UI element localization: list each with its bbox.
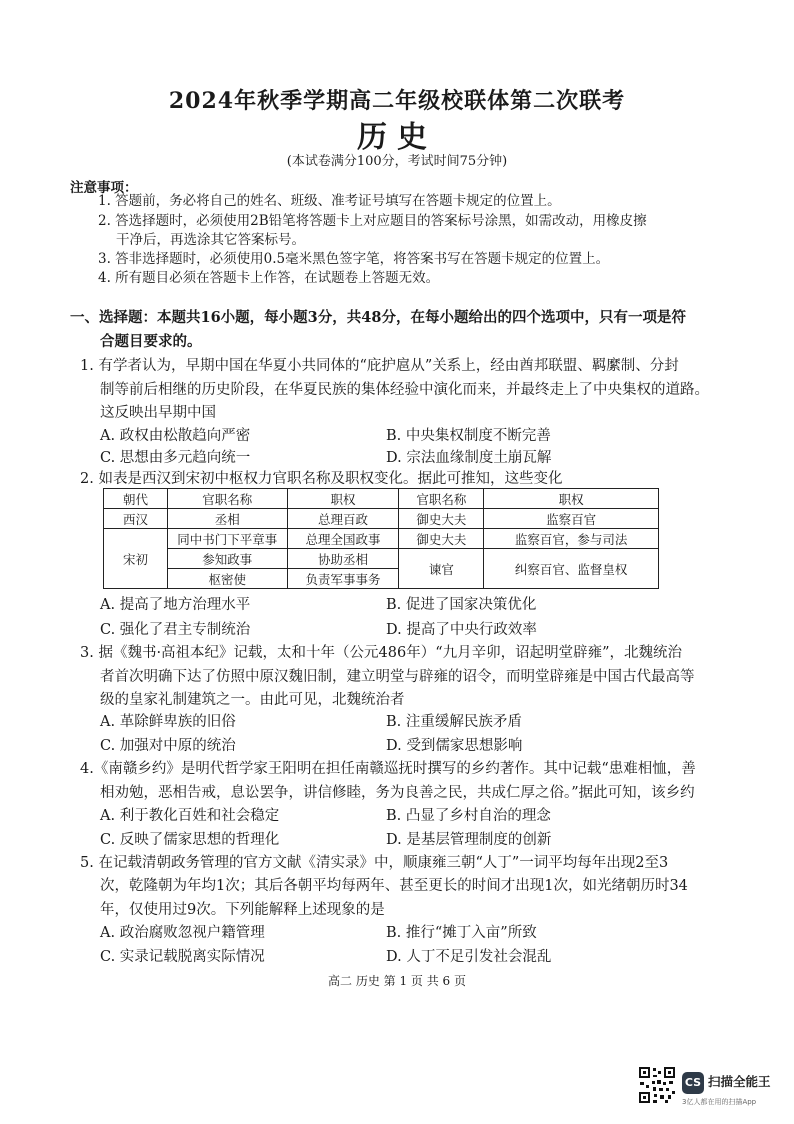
q5-stem-3: 年，仅使用过9次。下列能解释上述现象的是 <box>100 902 385 918</box>
qr-code-icon <box>638 1066 676 1104</box>
q3-stem-1: 3. 据《魏书·高祖本纪》记载，太和十年（公元486年）“九月辛卯，诏起明堂辟雍”，北魏统治 <box>80 645 683 661</box>
table-cell: 谏官 <box>399 549 484 589</box>
section-heading-cont: 合题目要求的。 <box>100 333 202 350</box>
table-row <box>104 509 659 529</box>
table-header: 朝代 <box>104 489 168 509</box>
camscanner-tagline: 3亿人都在用的扫描App <box>682 1098 757 1106</box>
camscanner-name: 扫描全能王 <box>708 1074 771 1089</box>
notice-item-2-cont: 干净后，再选涂其它答案标号。 <box>116 232 305 248</box>
q2-option-b[interactable]: B. 促进了国家决策优化 <box>386 597 537 613</box>
q1-option-a[interactable]: A. 政权由松散趋向严密 <box>100 428 251 444</box>
q1-option-b[interactable]: B. 中央集权制度不断完善 <box>386 428 551 444</box>
table-cell: 宋初 <box>104 529 168 589</box>
table-cell: 御史大夫 <box>399 529 484 549</box>
q5-stem-2: 次，乾隆朝为年均1次；其后各朝平均每两年、甚至更长的时间才出现1次，如光绪朝历时34 <box>100 878 688 894</box>
q1-stem-2: 制等前后相继的历史阶段，在华夏民族的集体经验中演化而来，并最终走上了中央集权的道路。 <box>100 382 709 398</box>
exam-subject: 历史 <box>357 120 437 155</box>
q4-stem-2: 相劝勉，恶相告戒，息讼罢争，讲信修睦，务为良善之民，共成仁厚之俗。”据此可知，该乡约 <box>100 785 695 801</box>
q3-stem-2: 者首次明确下达了仿照中原汉魏旧制，建立明堂与辟雍的诏令，而明堂辟雍是中国古代最高等 <box>100 669 695 685</box>
table-cell: 负责军事事务 <box>287 569 399 589</box>
camscanner-logo: CS <box>682 1072 704 1094</box>
table-header-row <box>104 489 659 509</box>
q1-stem-3: 这反映出早期中国 <box>100 405 216 421</box>
table-cell: 西汉 <box>104 509 168 529</box>
section-heading: 一、选择题：本题共16小题，每小题3分，共48分，在每小题给出的四个选项中，只有一项是符 <box>70 309 686 326</box>
notice-heading: 注意事项： <box>70 180 138 196</box>
notice-item-4: 4. 所有题目必须在答题卡上作答，在试题卷上答题无效。 <box>98 270 440 286</box>
q5-option-d[interactable]: D. 人丁不足引发社会混乱 <box>386 949 552 965</box>
table-header: 职权 <box>484 489 659 509</box>
table-header: 职权 <box>287 489 399 509</box>
q2-stem-1: 2. 如表是西汉到宋初中枢权力官职名称及职权变化。据此可推知，这些变化 <box>80 471 563 487</box>
q2-option-a[interactable]: A. 提高了地方治理水平 <box>100 597 251 613</box>
table-cell: 监察百官，参与司法 <box>484 529 659 549</box>
table-header: 官职名称 <box>399 489 484 509</box>
notice-item-3: 3. 答非选择题时，必须使用0.5毫米黑色签字笔，将答案书写在答题卡规定的位置上。 <box>98 251 610 267</box>
exam-title: 2024年秋季学期高二年级校联体第二次联考 <box>168 88 626 114</box>
q4-option-a[interactable]: A. 利于教化百姓和社会稳定 <box>100 808 280 824</box>
q5-stem-1: 5. 在记载清朝政务管理的官方文献《清实录》中，顺康雍三朝“人丁”一词平均每年出现2至3 <box>80 855 669 871</box>
q5-option-b[interactable]: B. 推行“摊丁入亩”所致 <box>386 925 537 941</box>
q3-option-a[interactable]: A. 革除鲜卑族的旧俗 <box>100 714 236 730</box>
office-table <box>103 488 659 589</box>
q3-option-d[interactable]: D. 受到儒家思想影响 <box>386 738 523 754</box>
q1-option-c[interactable]: C. 思想由多元趋向统一 <box>100 450 251 466</box>
q5-option-c[interactable]: C. 实录记载脱离实际情况 <box>100 949 265 965</box>
q4-option-c[interactable]: C. 反映了儒家思想的哲理化 <box>100 832 280 848</box>
table-cell: 御史大夫 <box>399 509 484 529</box>
table-cell: 总理百政 <box>287 509 399 529</box>
notice-item-1: 1. 答题前，务必将自己的姓名、班级、准考证号填写在答题卡规定的位置上。 <box>98 193 561 209</box>
table-cell: 同中书门下平章事 <box>167 529 287 549</box>
q2-option-d[interactable]: D. 提高了中央行政效率 <box>386 622 537 638</box>
q3-stem-3: 级的皇家礼制建筑之一。由此可见，北魏统治者 <box>100 692 405 708</box>
q4-option-d[interactable]: D. 是基层管理制度的创新 <box>386 832 552 848</box>
table-cell: 总理全国政事 <box>287 529 399 549</box>
exam-subtitle: (本试卷满分100分，考试时间75分钟) <box>286 154 508 169</box>
q1-stem-1: 1. 有学者认为，早期中国在华夏小共同体的“庇护扈从”关系上，经由酋邦联盟、羁縻制、分封 <box>80 358 679 374</box>
table-row <box>104 529 659 549</box>
table-cell: 枢密使 <box>167 569 287 589</box>
q3-option-c[interactable]: C. 加强对中原的统治 <box>100 738 236 754</box>
q4-option-b[interactable]: B. 凸显了乡村自治的理念 <box>386 808 551 824</box>
q3-option-b[interactable]: B. 注重缓解民族矛盾 <box>386 714 522 730</box>
table-header: 官职名称 <box>167 489 287 509</box>
q5-option-a[interactable]: A. 政治腐败忽视户籍管理 <box>100 925 265 941</box>
table-cell: 丞相 <box>167 509 287 529</box>
table-cell: 协助丞相 <box>287 549 399 569</box>
table-cell: 参知政事 <box>167 549 287 569</box>
table-row <box>104 549 659 569</box>
table-cell: 纠察百官、监督皇权 <box>484 549 659 589</box>
q2-option-c[interactable]: C. 强化了君主专制统治 <box>100 622 251 638</box>
q1-option-d[interactable]: D. 宗法血缘制度土崩瓦解 <box>386 450 552 466</box>
q4-stem-1: 4.《南赣乡约》是明代哲学家王阳明在担任南赣巡抚时撰写的乡约著作。其中记载“患难相恤，善 <box>80 761 696 777</box>
page-footer: 高二 历史 第 1 页 共 6 页 <box>328 974 466 988</box>
notice-item-2: 2. 答选择题时，必须使用2B铅笔将答题卡上对应题目的答案标号涂黑，如需改动，用橡皮擦 <box>98 213 647 229</box>
table-cell: 监察百官 <box>484 509 659 529</box>
